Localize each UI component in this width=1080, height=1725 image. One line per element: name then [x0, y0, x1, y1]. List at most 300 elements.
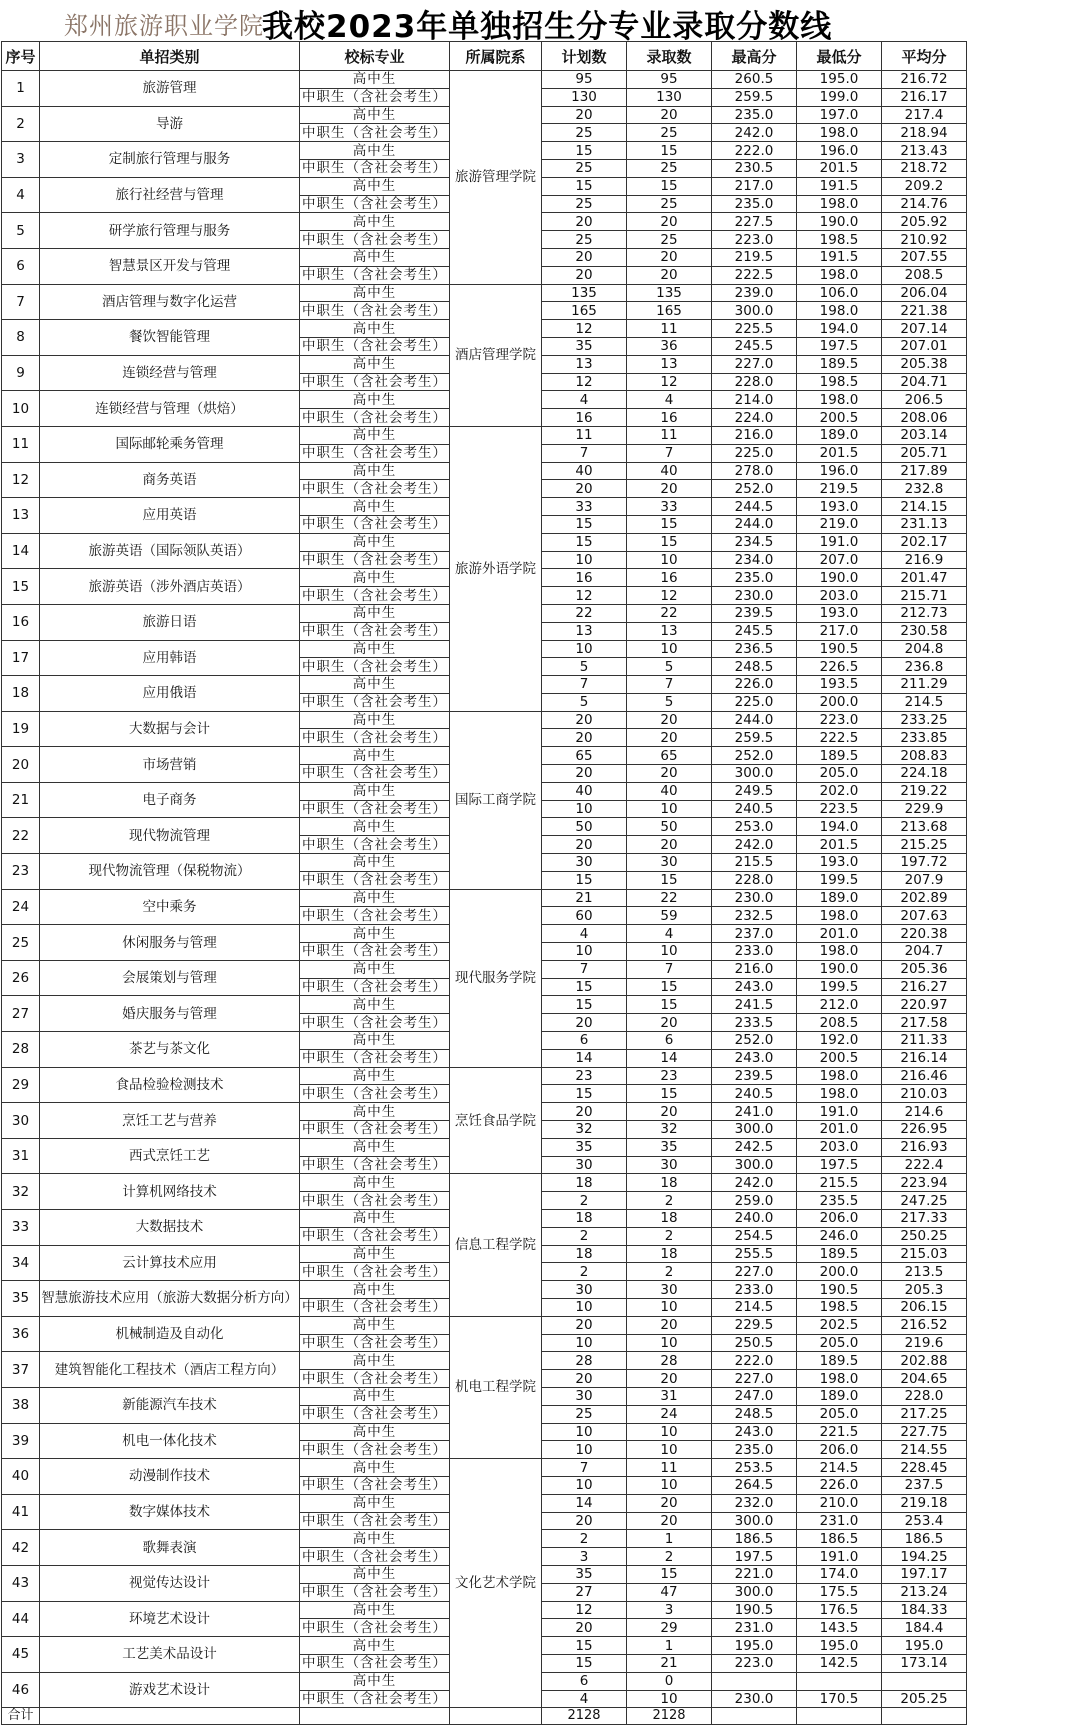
max-score: 227.5: [712, 213, 797, 231]
min-score: 189.5: [797, 747, 882, 765]
min-score: 198.0: [797, 1085, 882, 1103]
category-label: 中职生（含社会考生）: [300, 622, 450, 640]
min-score: 222.5: [797, 729, 882, 747]
avg-score: 217.33: [882, 1210, 967, 1228]
max-score: 214.0: [712, 391, 797, 409]
admitted-count: 20: [627, 1014, 712, 1032]
admitted-count: 50: [627, 818, 712, 836]
plan-count: 25: [542, 1405, 627, 1423]
category-label: 高中生: [300, 676, 450, 694]
category-label: 中职生（含社会考生）: [300, 337, 450, 355]
plan-count: 18: [542, 1210, 627, 1228]
header-seq: 序号: [2, 42, 40, 71]
row-number: 30: [2, 1103, 40, 1139]
row-number: 37: [2, 1352, 40, 1388]
header-major: 单招类别: [40, 42, 300, 71]
avg-score: 209.2: [882, 177, 967, 195]
plan-count: 3: [542, 1548, 627, 1566]
major-name: 新能源汽车技术: [40, 1387, 300, 1423]
plan-count: 40: [542, 782, 627, 800]
category-label: 高中生: [300, 569, 450, 587]
category-label: 中职生（含社会考生）: [300, 159, 450, 177]
avg-score: 204.71: [882, 373, 967, 391]
avg-score: 216.46: [882, 1067, 967, 1085]
admitted-count: 10: [627, 943, 712, 961]
plan-count: 20: [542, 266, 627, 284]
major-name: 国际邮轮乘务管理: [40, 426, 300, 462]
max-score: 233.0: [712, 943, 797, 961]
max-score: 300.0: [712, 1512, 797, 1530]
category-label: 高中生: [300, 1103, 450, 1121]
max-score: 228.0: [712, 871, 797, 889]
avg-score: 216.14: [882, 1049, 967, 1067]
plan-count: 40: [542, 462, 627, 480]
admitted-count: 20: [627, 1316, 712, 1334]
row-number: 31: [2, 1138, 40, 1174]
row-number: 14: [2, 533, 40, 569]
max-score: 252.0: [712, 747, 797, 765]
plan-count: 2: [542, 1192, 627, 1210]
plan-count: 15: [542, 1654, 627, 1672]
category-label: 中职生（含社会考生）: [300, 836, 450, 854]
category-label: 中职生（含社会考生）: [300, 907, 450, 925]
avg-score: 217.4: [882, 106, 967, 124]
avg-score: 207.9: [882, 871, 967, 889]
min-score: 231.0: [797, 1512, 882, 1530]
max-score: 221.0: [712, 1565, 797, 1583]
page-title: 我校2023年单独招生分专业录取分数线: [262, 9, 833, 45]
major-name: 商务英语: [40, 462, 300, 498]
admitted-count: 10: [627, 640, 712, 658]
category-label: 高中生: [300, 854, 450, 872]
row-number: 22: [2, 818, 40, 854]
max-score: 235.0: [712, 195, 797, 213]
category-label: 中职生（含社会考生）: [300, 551, 450, 569]
avg-score: 219.18: [882, 1494, 967, 1512]
avg-score: 228.45: [882, 1459, 967, 1477]
admitted-count: 10: [627, 1476, 712, 1494]
min-score: 198.5: [797, 373, 882, 391]
category-label: 高中生: [300, 782, 450, 800]
avg-score: 214.5: [882, 693, 967, 711]
title-bar: [0, 0, 1080, 45]
admitted-count: 15: [627, 177, 712, 195]
category-label: 高中生: [300, 1423, 450, 1441]
avg-score: 247.25: [882, 1192, 967, 1210]
max-score: 239.0: [712, 284, 797, 302]
plan-count: 30: [542, 1387, 627, 1405]
max-score: 250.5: [712, 1334, 797, 1352]
category-label: 高中生: [300, 106, 450, 124]
min-score: 189.0: [797, 889, 882, 907]
max-score: 242.0: [712, 836, 797, 854]
admitted-count: 0: [627, 1672, 712, 1690]
category-label: 高中生: [300, 1067, 450, 1085]
plan-count: 28: [542, 1352, 627, 1370]
min-score: 191.0: [797, 1548, 882, 1566]
min-score: 196.0: [797, 142, 882, 160]
avg-score: 220.97: [882, 996, 967, 1014]
min-score: 215.5: [797, 1174, 882, 1192]
avg-score: 211.29: [882, 676, 967, 694]
avg-score: 216.72: [882, 71, 967, 89]
max-score: 222.0: [712, 142, 797, 160]
min-score: 198.5: [797, 1298, 882, 1316]
category-label: 高中生: [300, 747, 450, 765]
min-score: 190.0: [797, 213, 882, 231]
max-score: 253.5: [712, 1459, 797, 1477]
category-label: 高中生: [300, 1138, 450, 1156]
admitted-count: 7: [627, 960, 712, 978]
category-label: 中职生（含社会考生）: [300, 1298, 450, 1316]
max-score: [712, 1672, 797, 1690]
max-score: 186.5: [712, 1530, 797, 1548]
plan-count: 2: [542, 1530, 627, 1548]
row-number: 36: [2, 1316, 40, 1352]
avg-score: 253.4: [882, 1512, 967, 1530]
admitted-count: 47: [627, 1583, 712, 1601]
category-label: 中职生（含社会考生）: [300, 1049, 450, 1067]
plan-count: 35: [542, 1138, 627, 1156]
plan-count: 20: [542, 213, 627, 231]
major-name: 机电一体化技术: [40, 1423, 300, 1459]
avg-score: 224.18: [882, 765, 967, 783]
avg-score: 218.72: [882, 159, 967, 177]
max-score: 248.5: [712, 658, 797, 676]
category-label: 中职生（含社会考生）: [300, 373, 450, 391]
row-number: 40: [2, 1459, 40, 1495]
max-score: 240.5: [712, 1085, 797, 1103]
min-score: 191.0: [797, 1103, 882, 1121]
plan-count: 35: [542, 1565, 627, 1583]
major-name: 工艺美术品设计: [40, 1637, 300, 1673]
max-score: 231.0: [712, 1619, 797, 1637]
admitted-count: 11: [627, 320, 712, 338]
min-score: 203.0: [797, 1138, 882, 1156]
min-score: 219.5: [797, 480, 882, 498]
plan-count: 13: [542, 355, 627, 373]
max-score: 242.0: [712, 1174, 797, 1192]
avg-score: 202.88: [882, 1352, 967, 1370]
row-number: 38: [2, 1387, 40, 1423]
category-label: 中职生（含社会考生）: [300, 1156, 450, 1174]
plan-count: 20: [542, 106, 627, 124]
max-score: 237.0: [712, 925, 797, 943]
admitted-count: 2: [627, 1548, 712, 1566]
avg-score: 219.6: [882, 1334, 967, 1352]
max-score: 225.0: [712, 444, 797, 462]
plan-count: 27: [542, 1583, 627, 1601]
avg-score: 250.25: [882, 1227, 967, 1245]
admitted-count: 4: [627, 391, 712, 409]
max-score: 243.0: [712, 1423, 797, 1441]
plan-count: 15: [542, 871, 627, 889]
admitted-count: 10: [627, 1423, 712, 1441]
avg-score: 214.55: [882, 1441, 967, 1459]
min-score: 200.0: [797, 1263, 882, 1281]
max-score: 241.0: [712, 1103, 797, 1121]
admitted-count: 7: [627, 676, 712, 694]
admitted-count: 13: [627, 622, 712, 640]
row-number: 25: [2, 925, 40, 961]
plan-count: 18: [542, 1245, 627, 1263]
admitted-count: 30: [627, 1156, 712, 1174]
major-name: 现代物流管理: [40, 818, 300, 854]
category-label: 中职生（含社会考生）: [300, 1619, 450, 1637]
max-score: 241.5: [712, 996, 797, 1014]
row-number: 26: [2, 960, 40, 996]
category-label: 中职生（含社会考生）: [300, 800, 450, 818]
plan-count: 20: [542, 1014, 627, 1032]
admitted-count: 20: [627, 213, 712, 231]
max-score: 225.5: [712, 320, 797, 338]
min-score: 193.0: [797, 604, 882, 622]
plan-count: 2: [542, 1263, 627, 1281]
admitted-count: 165: [627, 302, 712, 320]
max-score: 197.5: [712, 1548, 797, 1566]
major-name: 导游: [40, 106, 300, 142]
plan-count: 33: [542, 498, 627, 516]
major-name: 研学旅行管理与服务: [40, 213, 300, 249]
table-body: [2, 71, 967, 1725]
category-label: 中职生（含社会考生）: [300, 1085, 450, 1103]
max-score: 264.5: [712, 1476, 797, 1494]
min-score: 223.5: [797, 800, 882, 818]
category-label: 高中生: [300, 925, 450, 943]
category-label: 高中生: [300, 142, 450, 160]
category-label: 高中生: [300, 1245, 450, 1263]
admitted-count: 15: [627, 533, 712, 551]
avg-score: 204.7: [882, 943, 967, 961]
plan-count: 15: [542, 1085, 627, 1103]
category-label: 中职生（含社会考生）: [300, 88, 450, 106]
admitted-count: 22: [627, 889, 712, 907]
table-row: [2, 284, 967, 302]
category-label: 中职生（含社会考生）: [300, 978, 450, 996]
plan-count: 20: [542, 1103, 627, 1121]
plan-count: 14: [542, 1049, 627, 1067]
min-score: 226.0: [797, 1476, 882, 1494]
admitted-count: 15: [627, 996, 712, 1014]
min-score: 198.0: [797, 1370, 882, 1388]
plan-count: 20: [542, 729, 627, 747]
major-name: 烹饪工艺与营养: [40, 1103, 300, 1139]
min-score: 190.0: [797, 569, 882, 587]
max-score: 300.0: [712, 1156, 797, 1174]
plan-count: 25: [542, 124, 627, 142]
category-label: 高中生: [300, 1530, 450, 1548]
max-score: 242.0: [712, 124, 797, 142]
admitted-count: 15: [627, 871, 712, 889]
min-score: 200.5: [797, 409, 882, 427]
row-number: 11: [2, 426, 40, 462]
max-score: 216.0: [712, 426, 797, 444]
min-score: 198.0: [797, 124, 882, 142]
min-score: 142.5: [797, 1654, 882, 1672]
category-label: 中职生（含社会考生）: [300, 444, 450, 462]
avg-score: 205.92: [882, 213, 967, 231]
max-score: 228.0: [712, 373, 797, 391]
row-number: 33: [2, 1210, 40, 1246]
plan-count: 15: [542, 515, 627, 533]
admitted-count: 10: [627, 1298, 712, 1316]
major-name: 大数据与会计: [40, 711, 300, 747]
min-score: 205.0: [797, 1334, 882, 1352]
min-score: 106.0: [797, 284, 882, 302]
category-label: 中职生（含社会考生）: [300, 1334, 450, 1352]
admitted-count: 5: [627, 693, 712, 711]
category-label: 中职生（含社会考生）: [300, 195, 450, 213]
major-name: 建筑智能化工程技术（酒店工程方向）: [40, 1352, 300, 1388]
admitted-count: 13: [627, 355, 712, 373]
category-label: 中职生（含社会考生）: [300, 515, 450, 533]
plan-count: 12: [542, 1601, 627, 1619]
plan-count: 35: [542, 337, 627, 355]
avg-score: 217.58: [882, 1014, 967, 1032]
plan-count: 20: [542, 1316, 627, 1334]
category-label: 高中生: [300, 1387, 450, 1405]
min-score: 192.0: [797, 1032, 882, 1050]
max-score: 255.5: [712, 1245, 797, 1263]
department-name: 旅游管理学院: [450, 71, 542, 285]
plan-count: 30: [542, 1281, 627, 1299]
plan-count: 7: [542, 1459, 627, 1477]
plan-count: 7: [542, 444, 627, 462]
plan-count: 4: [542, 391, 627, 409]
major-name: 西式烹饪工艺: [40, 1138, 300, 1174]
avg-score: 213.43: [882, 142, 967, 160]
admitted-count: 20: [627, 106, 712, 124]
max-score: 248.5: [712, 1405, 797, 1423]
avg-score: 197.17: [882, 1565, 967, 1583]
admitted-count: 20: [627, 266, 712, 284]
min-score: 205.0: [797, 1405, 882, 1423]
category-label: 中职生（含社会考生）: [300, 1476, 450, 1494]
avg-score: 215.25: [882, 836, 967, 854]
avg-score: 229.9: [882, 800, 967, 818]
admitted-count: 59: [627, 907, 712, 925]
avg-score: 207.55: [882, 248, 967, 266]
avg-score: 202.17: [882, 533, 967, 551]
major-name: 旅游日语: [40, 604, 300, 640]
avg-score: 213.24: [882, 1583, 967, 1601]
max-score: 215.5: [712, 854, 797, 872]
admitted-count: 30: [627, 854, 712, 872]
blank-cell: [450, 1708, 542, 1725]
major-name: 茶艺与茶文化: [40, 1032, 300, 1068]
admitted-count: 24: [627, 1405, 712, 1423]
admitted-count: 6: [627, 1032, 712, 1050]
table-row: [2, 1174, 967, 1192]
admitted-count: 22: [627, 604, 712, 622]
plan-count: 10: [542, 800, 627, 818]
max-score: 278.0: [712, 462, 797, 480]
department-name: 信息工程学院: [450, 1174, 542, 1316]
max-score: 245.5: [712, 622, 797, 640]
min-score: 201.5: [797, 836, 882, 854]
plan-count: 20: [542, 711, 627, 729]
max-score: 195.0: [712, 1637, 797, 1655]
category-label: 中职生（含社会考生）: [300, 1192, 450, 1210]
admitted-count: 15: [627, 978, 712, 996]
plan-count: 14: [542, 1494, 627, 1512]
avg-score: 217.25: [882, 1405, 967, 1423]
table-row: [2, 889, 967, 907]
row-number: 1: [2, 71, 40, 107]
major-name: 旅游英语（涉外酒店英语）: [40, 569, 300, 605]
avg-score: [882, 1672, 967, 1690]
max-score: 233.5: [712, 1014, 797, 1032]
avg-score: 204.8: [882, 640, 967, 658]
avg-score: 213.5: [882, 1263, 967, 1281]
max-score: 236.5: [712, 640, 797, 658]
avg-score: 207.01: [882, 337, 967, 355]
major-name: 视觉传达设计: [40, 1565, 300, 1601]
admitted-count: 10: [627, 1690, 712, 1708]
plan-count: 20: [542, 1370, 627, 1388]
category-label: 中职生（含社会考生）: [300, 1227, 450, 1245]
blank-cell: [712, 1708, 797, 1725]
max-score: 259.5: [712, 729, 797, 747]
plan-count: 15: [542, 142, 627, 160]
department-name: 国际工商学院: [450, 711, 542, 889]
max-score: 239.5: [712, 1067, 797, 1085]
min-score: 189.0: [797, 1387, 882, 1405]
plan-count: 18: [542, 1174, 627, 1192]
max-score: 227.0: [712, 355, 797, 373]
min-score: 194.0: [797, 818, 882, 836]
avg-score: 237.5: [882, 1476, 967, 1494]
blank-cell: [300, 1708, 450, 1725]
max-score: 243.0: [712, 1049, 797, 1067]
category-label: 高中生: [300, 711, 450, 729]
plan-count: 15: [542, 978, 627, 996]
min-score: 175.5: [797, 1583, 882, 1601]
admitted-count: 130: [627, 88, 712, 106]
plan-count: 12: [542, 320, 627, 338]
plan-count: 20: [542, 480, 627, 498]
avg-score: 205.3: [882, 1281, 967, 1299]
admitted-count: 20: [627, 1370, 712, 1388]
category-label: 高中生: [300, 213, 450, 231]
min-score: 210.0: [797, 1494, 882, 1512]
avg-score: 222.4: [882, 1156, 967, 1174]
min-score: 200.0: [797, 693, 882, 711]
row-number: 24: [2, 889, 40, 925]
category-label: 中职生（含社会考生）: [300, 1654, 450, 1672]
header-max: 最高分: [712, 42, 797, 71]
major-name: 智慧旅游技术应用（旅游大数据分析方向）: [40, 1281, 300, 1317]
min-score: 226.5: [797, 658, 882, 676]
row-number: 17: [2, 640, 40, 676]
plan-count: 6: [542, 1672, 627, 1690]
category-label: 中职生（含社会考生）: [300, 1014, 450, 1032]
min-score: 170.5: [797, 1690, 882, 1708]
min-score: 190.5: [797, 1281, 882, 1299]
min-score: 208.5: [797, 1014, 882, 1032]
admitted-count: 36: [627, 337, 712, 355]
admitted-count: 1: [627, 1530, 712, 1548]
max-score: 224.0: [712, 409, 797, 427]
category-label: 中职生（含社会考生）: [300, 480, 450, 498]
category-label: 高中生: [300, 177, 450, 195]
max-score: 222.0: [712, 1352, 797, 1370]
max-score: 235.0: [712, 1441, 797, 1459]
avg-score: 208.83: [882, 747, 967, 765]
category-label: 中职生（含社会考生）: [300, 871, 450, 889]
plan-count: 10: [542, 1423, 627, 1441]
avg-score: 203.14: [882, 426, 967, 444]
